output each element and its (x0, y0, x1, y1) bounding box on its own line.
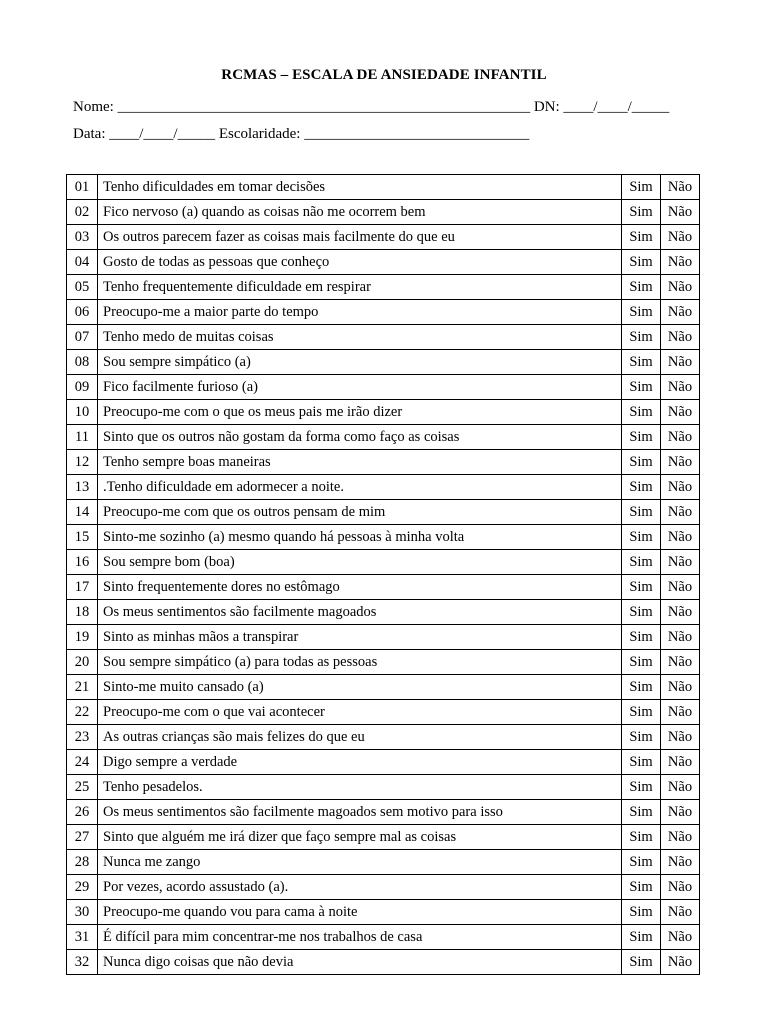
answer-no-cell[interactable]: Não (661, 475, 700, 500)
question-number: 27 (67, 825, 98, 850)
question-text: Os meus sentimentos são facilmente magoados (98, 600, 622, 625)
question-text: Fico nervoso (a) quando as coisas não me ocorrem bem (98, 200, 622, 225)
answer-yes-cell[interactable]: Sim (622, 925, 661, 950)
question-text: Preocupo-me com que os outros pensam de mim (98, 500, 622, 525)
answer-yes-cell[interactable]: Sim (622, 650, 661, 675)
question-number: 01 (67, 175, 98, 200)
question-row (67, 275, 700, 300)
question-row (67, 225, 700, 250)
question-row (67, 925, 700, 950)
answer-yes-cell[interactable]: Sim (622, 825, 661, 850)
answer-no-cell[interactable]: Não (661, 925, 700, 950)
answer-no-cell[interactable]: Não (661, 750, 700, 775)
answer-no-cell[interactable]: Não (661, 600, 700, 625)
question-row (67, 375, 700, 400)
question-text: Sinto-me sozinho (a) mesmo quando há pessoas à minha volta (98, 525, 622, 550)
answer-yes-cell[interactable]: Sim (622, 850, 661, 875)
question-number: 02 (67, 200, 98, 225)
question-text: Preocupo-me quando vou para cama à noite (98, 900, 622, 925)
answer-yes-cell[interactable]: Sim (622, 775, 661, 800)
answer-yes-cell[interactable]: Sim (622, 225, 661, 250)
question-text: Tenho medo de muitas coisas (98, 325, 622, 350)
question-number: 08 (67, 350, 98, 375)
answer-no-cell[interactable]: Não (661, 400, 700, 425)
question-text: Preocupo-me com o que os meus pais me irão dizer (98, 400, 622, 425)
question-text: .Tenho dificuldade em adormecer a noite. (98, 475, 622, 500)
question-row (67, 950, 700, 975)
question-number: 15 (67, 525, 98, 550)
answer-yes-cell[interactable]: Sim (622, 625, 661, 650)
questions-table-body (67, 175, 700, 975)
question-number: 31 (67, 925, 98, 950)
answer-no-cell[interactable]: Não (661, 575, 700, 600)
answer-no-cell[interactable]: Não (661, 425, 700, 450)
question-number: 29 (67, 875, 98, 900)
question-number: 14 (67, 500, 98, 525)
question-text: Preocupo-me com o que vai acontecer (98, 700, 622, 725)
answer-yes-cell[interactable]: Sim (622, 500, 661, 525)
question-number: 07 (67, 325, 98, 350)
question-row (67, 200, 700, 225)
answer-yes-cell[interactable]: Sim (622, 300, 661, 325)
question-number: 23 (67, 725, 98, 750)
question-number: 19 (67, 625, 98, 650)
answer-no-cell[interactable]: Não (661, 675, 700, 700)
question-text: Os meus sentimentos são facilmente magoados sem motivo para isso (98, 800, 622, 825)
answer-yes-cell[interactable]: Sim (622, 200, 661, 225)
answer-yes-cell[interactable]: Sim (622, 900, 661, 925)
answer-yes-cell[interactable]: Sim (622, 550, 661, 575)
answer-yes-cell[interactable]: Sim (622, 600, 661, 625)
answer-no-cell[interactable]: Não (661, 775, 700, 800)
question-number: 32 (67, 950, 98, 975)
question-text: Digo sempre a verdade (98, 750, 622, 775)
question-row (67, 575, 700, 600)
document-title: RCMAS – ESCALA DE ANSIEDADE INFANTIL (221, 67, 547, 83)
question-text: Sinto frequentemente dores no estômago (98, 575, 622, 600)
question-row (67, 300, 700, 325)
answer-no-cell[interactable]: Não (661, 500, 700, 525)
question-row (67, 800, 700, 825)
answer-no-cell[interactable]: Não (661, 700, 700, 725)
answer-no-cell[interactable]: Não (661, 825, 700, 850)
question-row (67, 650, 700, 675)
question-number: 16 (67, 550, 98, 575)
question-row (67, 875, 700, 900)
answer-yes-cell[interactable]: Sim (622, 475, 661, 500)
question-text: Tenho frequentemente dificuldade em respirar (98, 275, 622, 300)
question-number: 17 (67, 575, 98, 600)
answer-no-cell[interactable]: Não (661, 300, 700, 325)
question-number: 28 (67, 850, 98, 875)
date-schooling-line: Data: ____/____/_____ Escolaridade: ______________________________ (73, 126, 530, 142)
question-number: 24 (67, 750, 98, 775)
question-row (67, 675, 700, 700)
answer-no-cell[interactable]: Não (661, 275, 700, 300)
question-number: 18 (67, 600, 98, 625)
answer-yes-cell[interactable]: Sim (622, 875, 661, 900)
question-row (67, 325, 700, 350)
question-text: Gosto de todas as pessoas que conheço (98, 250, 622, 275)
answer-no-cell[interactable]: Não (661, 900, 700, 925)
question-number: 11 (67, 425, 98, 450)
question-row (67, 400, 700, 425)
answer-no-cell[interactable]: Não (661, 625, 700, 650)
question-row (67, 550, 700, 575)
answer-yes-cell[interactable]: Sim (622, 375, 661, 400)
question-number: 09 (67, 375, 98, 400)
question-number: 26 (67, 800, 98, 825)
answer-no-cell[interactable]: Não (661, 725, 700, 750)
answer-yes-cell[interactable]: Sim (622, 250, 661, 275)
answer-no-cell[interactable]: Não (661, 875, 700, 900)
answer-yes-cell[interactable]: Sim (622, 950, 661, 975)
answer-no-cell[interactable]: Não (661, 550, 700, 575)
answer-no-cell[interactable]: Não (661, 850, 700, 875)
question-text: Nunca digo coisas que não devia (98, 950, 622, 975)
name-birthdate-line: Nome: _______________________________________________________ DN: ____/____/_____ (73, 99, 670, 115)
answer-no-cell[interactable]: Não (661, 375, 700, 400)
question-text: Os outros parecem fazer as coisas mais facilmente do que eu (98, 225, 622, 250)
question-text: Tenho pesadelos. (98, 775, 622, 800)
question-number: 10 (67, 400, 98, 425)
answer-no-cell[interactable]: Não (661, 800, 700, 825)
answer-no-cell[interactable]: Não (661, 200, 700, 225)
question-number: 22 (67, 700, 98, 725)
question-row (67, 250, 700, 275)
question-row (67, 825, 700, 850)
question-text: Tenho sempre boas maneiras (98, 450, 622, 475)
question-number: 03 (67, 225, 98, 250)
question-text: Fico facilmente furioso (a) (98, 375, 622, 400)
question-text: Nunca me zango (98, 850, 622, 875)
answer-no-cell[interactable]: Não (661, 325, 700, 350)
question-text: As outras crianças são mais felizes do que eu (98, 725, 622, 750)
question-text: Sinto as minhas mãos a transpirar (98, 625, 622, 650)
answer-yes-cell[interactable]: Sim (622, 525, 661, 550)
question-number: 25 (67, 775, 98, 800)
answer-yes-cell[interactable]: Sim (622, 350, 661, 375)
answer-yes-cell[interactable]: Sim (622, 425, 661, 450)
answer-yes-cell[interactable]: Sim (622, 725, 661, 750)
question-number: 04 (67, 250, 98, 275)
answer-no-cell[interactable]: Não (661, 225, 700, 250)
answer-yes-cell[interactable]: Sim (622, 400, 661, 425)
answer-yes-cell[interactable]: Sim (622, 675, 661, 700)
question-text: Sinto que alguém me irá dizer que faço sempre mal as coisas (98, 825, 622, 850)
question-text: Sou sempre simpático (a) (98, 350, 622, 375)
question-row (67, 525, 700, 550)
question-row (67, 175, 700, 200)
question-number: 12 (67, 450, 98, 475)
answer-no-cell[interactable]: Não (661, 650, 700, 675)
question-number: 30 (67, 900, 98, 925)
question-row (67, 625, 700, 650)
question-number: 21 (67, 675, 98, 700)
question-row (67, 850, 700, 875)
question-row (67, 500, 700, 525)
question-text: Por vezes, acordo assustado (a). (98, 875, 622, 900)
answer-yes-cell[interactable]: Sim (622, 750, 661, 775)
answer-yes-cell[interactable]: Sim (622, 275, 661, 300)
question-text: Preocupo-me a maior parte do tempo (98, 300, 622, 325)
questions-table (66, 174, 700, 975)
question-row (67, 725, 700, 750)
question-text: É difícil para mim concentrar-me nos trabalhos de casa (98, 925, 622, 950)
answer-yes-cell[interactable]: Sim (622, 575, 661, 600)
question-number: 06 (67, 300, 98, 325)
answer-no-cell[interactable]: Não (661, 175, 700, 200)
answer-yes-cell[interactable]: Sim (622, 175, 661, 200)
question-row (67, 700, 700, 725)
answer-no-cell[interactable]: Não (661, 950, 700, 975)
answer-no-cell[interactable]: Não (661, 250, 700, 275)
question-row (67, 600, 700, 625)
answer-no-cell[interactable]: Não (661, 450, 700, 475)
answer-yes-cell[interactable]: Sim (622, 800, 661, 825)
question-row (67, 775, 700, 800)
question-row (67, 350, 700, 375)
question-row (67, 425, 700, 450)
question-number: 20 (67, 650, 98, 675)
answer-yes-cell[interactable]: Sim (622, 325, 661, 350)
question-row (67, 750, 700, 775)
question-text: Sou sempre bom (boa) (98, 550, 622, 575)
question-row (67, 475, 700, 500)
answer-yes-cell[interactable]: Sim (622, 450, 661, 475)
question-text: Tenho dificuldades em tomar decisões (98, 175, 622, 200)
question-text: Sinto-me muito cansado (a) (98, 675, 622, 700)
answer-yes-cell[interactable]: Sim (622, 700, 661, 725)
question-number: 05 (67, 275, 98, 300)
answer-no-cell[interactable]: Não (661, 525, 700, 550)
answer-no-cell[interactable]: Não (661, 350, 700, 375)
question-row (67, 900, 700, 925)
question-number: 13 (67, 475, 98, 500)
question-row (67, 450, 700, 475)
question-text: Sou sempre simpático (a) para todas as pessoas (98, 650, 622, 675)
question-text: Sinto que os outros não gostam da forma como faço as coisas (98, 425, 622, 450)
